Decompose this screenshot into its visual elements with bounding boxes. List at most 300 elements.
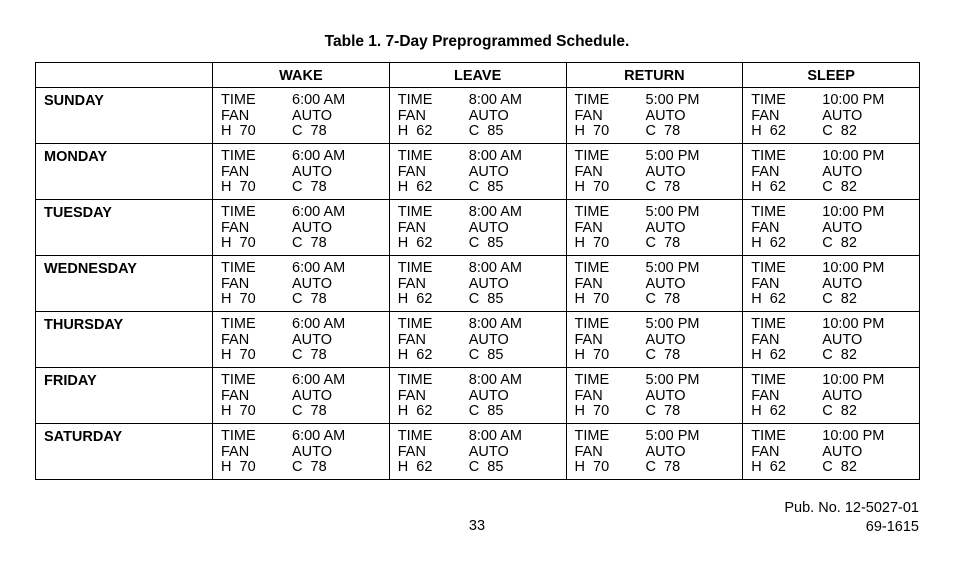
fan-value: AUTO <box>292 275 333 292</box>
cell-leave <box>389 256 566 312</box>
fan-label: FAN <box>751 443 780 460</box>
cell-return <box>566 424 743 480</box>
heat-setpoint: H 62 <box>397 347 433 363</box>
heat-setpoint: H 62 <box>397 235 433 251</box>
fan-value: AUTO <box>645 163 686 180</box>
time-label: TIME <box>221 316 256 332</box>
cool-setpoint: C 78 <box>645 291 681 307</box>
entry-line <box>751 236 919 252</box>
entry-line <box>221 124 389 140</box>
cool-setpoint: C 85 <box>468 347 504 363</box>
entry-line <box>221 348 389 364</box>
time-value: 6:00 AM <box>292 316 346 332</box>
entry-line <box>751 109 919 125</box>
time-value: 8:00 AM <box>468 204 522 220</box>
fan-value: AUTO <box>292 107 333 124</box>
heat-setpoint: H 62 <box>751 459 786 475</box>
cool-setpoint: C 85 <box>468 291 504 307</box>
entry-line <box>751 460 919 476</box>
cool-setpoint: C 82 <box>822 347 857 363</box>
fan-label: FAN <box>751 107 780 124</box>
time-value: 10:00 PM <box>822 316 885 332</box>
time-value: 10:00 PM <box>822 260 885 276</box>
entry-line <box>575 93 743 109</box>
cool-setpoint: C 78 <box>292 179 327 195</box>
cool-setpoint: C 85 <box>468 123 504 139</box>
time-label: TIME <box>397 204 433 220</box>
cool-setpoint: C 82 <box>822 179 857 195</box>
cool-setpoint: C 82 <box>822 403 857 419</box>
cell-return <box>566 200 743 256</box>
cell-sleep <box>743 144 920 200</box>
time-label: TIME <box>751 316 786 332</box>
schedule-entry <box>390 256 566 308</box>
heat-setpoint: H 62 <box>751 123 786 139</box>
cell-wake <box>213 144 390 200</box>
table-row <box>36 200 920 256</box>
cool-setpoint: C 85 <box>468 459 504 475</box>
entry-line <box>575 124 743 140</box>
entry-line <box>398 389 566 405</box>
entry-line <box>575 205 743 221</box>
fan-value: AUTO <box>468 107 509 124</box>
time-value: 10:00 PM <box>822 428 885 444</box>
schedule-entry <box>567 256 743 308</box>
cell-sleep <box>743 312 920 368</box>
cool-setpoint: C 85 <box>468 179 504 195</box>
heat-setpoint: H 62 <box>751 291 786 307</box>
heat-setpoint: H 62 <box>397 403 433 419</box>
time-label: TIME <box>574 148 610 164</box>
cool-setpoint: C 85 <box>468 403 504 419</box>
time-label: TIME <box>574 260 610 276</box>
heat-setpoint: H 70 <box>574 291 610 307</box>
entry-line <box>398 333 566 349</box>
entry-line <box>751 348 919 364</box>
cool-setpoint: C 82 <box>822 459 857 475</box>
fan-label: FAN <box>397 107 426 124</box>
time-value: 6:00 AM <box>292 260 346 276</box>
time-value: 10:00 PM <box>822 148 885 164</box>
fan-value: AUTO <box>645 331 686 348</box>
time-value: 10:00 PM <box>822 372 885 388</box>
cool-setpoint: C 78 <box>645 459 681 475</box>
entry-line <box>221 180 389 196</box>
entry-line <box>575 373 743 389</box>
table-row <box>36 144 920 200</box>
fan-value: AUTO <box>468 443 509 460</box>
entry-line <box>221 205 389 221</box>
time-value: 5:00 PM <box>645 372 700 388</box>
fan-value: AUTO <box>292 387 333 404</box>
cell-wake <box>213 424 390 480</box>
entry-line <box>398 236 566 252</box>
heat-setpoint: H 70 <box>221 123 256 139</box>
fan-label: FAN <box>397 331 426 348</box>
entry-line <box>221 333 389 349</box>
fan-value: AUTO <box>645 275 686 292</box>
cool-setpoint: C 78 <box>645 347 681 363</box>
schedule-entry <box>567 200 743 252</box>
time-label: TIME <box>574 372 610 388</box>
schedule-entry <box>213 200 389 252</box>
fan-label: FAN <box>221 275 250 292</box>
schedule-entry <box>743 368 919 420</box>
schedule-entry <box>390 200 566 252</box>
entry-line <box>398 221 566 237</box>
fan-label: FAN <box>397 275 426 292</box>
heat-setpoint: H 62 <box>751 235 786 251</box>
schedule-entry <box>567 144 743 196</box>
time-label: TIME <box>751 260 786 276</box>
schedule-entry <box>743 144 919 196</box>
entry-line <box>398 317 566 333</box>
entry-line <box>751 292 919 308</box>
cool-setpoint: C 85 <box>468 235 504 251</box>
time-value: 6:00 AM <box>292 372 346 388</box>
time-label: TIME <box>751 92 786 108</box>
fan-label: FAN <box>751 219 780 236</box>
time-value: 8:00 AM <box>468 148 522 164</box>
entry-line <box>398 429 566 445</box>
heat-setpoint: H 70 <box>574 123 610 139</box>
entry-line <box>575 180 743 196</box>
schedule-entry <box>390 424 566 476</box>
fan-value: AUTO <box>822 163 863 180</box>
schedule-table <box>35 62 920 480</box>
entry-line <box>398 373 566 389</box>
schedule-entry <box>567 424 743 476</box>
fan-value: AUTO <box>822 443 863 460</box>
fan-label: FAN <box>574 163 603 180</box>
entry-line <box>398 277 566 293</box>
table-row <box>36 312 920 368</box>
day-label: THURSDAY <box>36 312 213 368</box>
fan-value: AUTO <box>468 163 509 180</box>
fan-label: FAN <box>221 331 250 348</box>
entry-line <box>751 165 919 181</box>
cell-return <box>566 256 743 312</box>
cool-setpoint: C 78 <box>292 347 327 363</box>
table-title: Table 1. 7-Day Preprogrammed Schedule. <box>324 33 630 50</box>
entry-line <box>575 109 743 125</box>
time-value: 5:00 PM <box>645 428 700 444</box>
heat-setpoint: H 62 <box>751 179 786 195</box>
entry-line <box>575 429 743 445</box>
time-label: TIME <box>221 428 256 444</box>
time-label: TIME <box>397 92 433 108</box>
fan-label: FAN <box>751 331 780 348</box>
heat-setpoint: H 62 <box>397 123 433 139</box>
fan-label: FAN <box>221 163 250 180</box>
entry-line <box>221 221 389 237</box>
entry-line <box>575 404 743 420</box>
schedule-entry <box>213 256 389 308</box>
table-row <box>36 88 920 144</box>
cool-setpoint: C 82 <box>822 235 857 251</box>
time-label: TIME <box>221 204 256 220</box>
header-empty <box>36 63 213 88</box>
heat-setpoint: H 62 <box>751 403 786 419</box>
heat-setpoint: H 70 <box>221 179 256 195</box>
heat-setpoint: H 70 <box>221 347 256 363</box>
entry-line <box>575 389 743 405</box>
time-value: 10:00 PM <box>822 92 885 108</box>
schedule-entry <box>390 368 566 420</box>
entry-line <box>575 149 743 165</box>
cool-setpoint: C 78 <box>645 123 681 139</box>
table-row <box>36 256 920 312</box>
page-number: 33 <box>468 518 486 534</box>
header-wake: WAKE <box>213 63 390 88</box>
entry-line <box>398 124 566 140</box>
cool-setpoint: C 78 <box>645 403 681 419</box>
heat-setpoint: H 62 <box>397 179 433 195</box>
entry-line <box>221 292 389 308</box>
heat-setpoint: H 70 <box>221 403 256 419</box>
fan-label: FAN <box>574 275 603 292</box>
table-row <box>36 424 920 480</box>
entry-line <box>575 277 743 293</box>
day-label: SUNDAY <box>36 88 213 144</box>
entry-line <box>751 221 919 237</box>
time-value: 8:00 AM <box>468 260 522 276</box>
cell-sleep <box>743 88 920 144</box>
schedule-entry <box>743 256 919 308</box>
schedule-entry <box>390 144 566 196</box>
time-label: TIME <box>221 92 256 108</box>
entry-line <box>575 445 743 461</box>
entry-line <box>398 109 566 125</box>
time-label: TIME <box>221 148 256 164</box>
time-value: 8:00 AM <box>468 92 522 108</box>
entry-line <box>751 404 919 420</box>
entry-line <box>751 317 919 333</box>
entry-line <box>575 460 743 476</box>
entry-line <box>221 429 389 445</box>
cool-setpoint: C 78 <box>292 403 327 419</box>
time-label: TIME <box>751 428 786 444</box>
header-return: RETURN <box>566 63 743 88</box>
fan-label: FAN <box>574 331 603 348</box>
fan-label: FAN <box>221 107 250 124</box>
cell-return <box>566 88 743 144</box>
fan-label: FAN <box>397 219 426 236</box>
fan-value: AUTO <box>822 107 863 124</box>
entry-line <box>575 261 743 277</box>
entry-line <box>751 333 919 349</box>
fan-label: FAN <box>574 387 603 404</box>
entry-line <box>398 261 566 277</box>
entry-line <box>751 389 919 405</box>
fan-value: AUTO <box>822 387 863 404</box>
entry-line <box>221 389 389 405</box>
entry-line <box>398 165 566 181</box>
fan-label: FAN <box>751 387 780 404</box>
time-value: 5:00 PM <box>645 260 700 276</box>
entry-line <box>751 93 919 109</box>
time-value: 6:00 AM <box>292 428 346 444</box>
schedule-entry <box>567 312 743 364</box>
fan-label: FAN <box>397 163 426 180</box>
day-label: TUESDAY <box>36 200 213 256</box>
time-value: 5:00 PM <box>645 204 700 220</box>
entry-line <box>575 236 743 252</box>
heat-setpoint: H 70 <box>574 459 610 475</box>
entry-line <box>221 236 389 252</box>
entry-line <box>398 404 566 420</box>
heat-setpoint: H 70 <box>221 235 256 251</box>
entry-line <box>575 165 743 181</box>
cell-wake <box>213 368 390 424</box>
heat-setpoint: H 70 <box>221 459 256 475</box>
time-value: 6:00 AM <box>292 204 346 220</box>
fan-label: FAN <box>574 107 603 124</box>
entry-line <box>221 165 389 181</box>
fan-label: FAN <box>574 219 603 236</box>
heat-setpoint: H 62 <box>397 291 433 307</box>
schedule-entry <box>743 312 919 364</box>
heat-setpoint: H 62 <box>397 459 433 475</box>
entry-line <box>398 180 566 196</box>
time-value: 8:00 AM <box>468 316 522 332</box>
entry-line <box>398 460 566 476</box>
fan-label: FAN <box>397 443 426 460</box>
cell-sleep <box>743 424 920 480</box>
cool-setpoint: C 78 <box>645 235 681 251</box>
schedule-entry <box>567 368 743 420</box>
entry-line <box>221 373 389 389</box>
entry-line <box>575 348 743 364</box>
heat-setpoint: H 70 <box>221 291 256 307</box>
time-label: TIME <box>574 428 610 444</box>
entry-line <box>575 317 743 333</box>
cool-setpoint: C 82 <box>822 291 857 307</box>
time-value: 6:00 AM <box>292 148 346 164</box>
day-label: WEDNESDAY <box>36 256 213 312</box>
entry-line <box>398 445 566 461</box>
schedule-entry <box>743 200 919 252</box>
cool-setpoint: C 78 <box>292 459 327 475</box>
cell-return <box>566 312 743 368</box>
fan-label: FAN <box>221 219 250 236</box>
time-value: 5:00 PM <box>645 92 700 108</box>
heat-setpoint: H 70 <box>574 179 610 195</box>
time-value: 10:00 PM <box>822 204 885 220</box>
fan-value: AUTO <box>292 331 333 348</box>
fan-value: AUTO <box>645 443 686 460</box>
time-value: 8:00 AM <box>468 372 522 388</box>
fan-value: AUTO <box>292 443 333 460</box>
entry-line <box>398 292 566 308</box>
entry-line <box>751 149 919 165</box>
cool-setpoint: C 78 <box>292 123 327 139</box>
entry-line <box>751 277 919 293</box>
fan-value: AUTO <box>645 387 686 404</box>
time-label: TIME <box>574 316 610 332</box>
table-row <box>36 368 920 424</box>
cell-sleep <box>743 256 920 312</box>
schedule-entry <box>743 88 919 140</box>
schedule-entry <box>213 144 389 196</box>
cell-sleep <box>743 368 920 424</box>
schedule-entry <box>390 312 566 364</box>
entry-line <box>751 261 919 277</box>
pub-number: Pub. No. 12-5027-01 <box>784 500 919 516</box>
schedule-entry <box>743 424 919 476</box>
time-label: TIME <box>397 316 433 332</box>
day-label: SATURDAY <box>36 424 213 480</box>
cell-leave <box>389 144 566 200</box>
time-value: 5:00 PM <box>645 316 700 332</box>
heat-setpoint: H 70 <box>574 347 610 363</box>
cell-leave <box>389 424 566 480</box>
entry-line <box>221 445 389 461</box>
entry-line <box>751 429 919 445</box>
fan-label: FAN <box>574 443 603 460</box>
schedule-entry <box>213 312 389 364</box>
entry-line <box>398 93 566 109</box>
entry-line <box>751 124 919 140</box>
schedule-body <box>36 88 920 480</box>
cell-leave <box>389 368 566 424</box>
cell-leave <box>389 312 566 368</box>
entry-line <box>221 149 389 165</box>
time-label: TIME <box>397 428 433 444</box>
cell-leave <box>389 88 566 144</box>
fan-label: FAN <box>751 163 780 180</box>
entry-line <box>398 348 566 364</box>
entry-line <box>221 404 389 420</box>
cell-wake <box>213 200 390 256</box>
time-label: TIME <box>574 204 610 220</box>
entry-line <box>398 205 566 221</box>
fan-label: FAN <box>397 387 426 404</box>
schedule-entry <box>213 424 389 476</box>
schedule-entry <box>390 88 566 140</box>
heat-setpoint: H 70 <box>574 403 610 419</box>
fan-value: AUTO <box>822 219 863 236</box>
heat-setpoint: H 70 <box>574 235 610 251</box>
entry-line <box>221 460 389 476</box>
entry-line <box>575 333 743 349</box>
cool-setpoint: C 78 <box>292 291 327 307</box>
cell-return <box>566 368 743 424</box>
cell-wake <box>213 88 390 144</box>
doc-id: 69-1615 <box>865 519 919 535</box>
fan-value: AUTO <box>468 275 509 292</box>
cell-sleep <box>743 200 920 256</box>
entry-line <box>751 445 919 461</box>
time-value: 8:00 AM <box>468 428 522 444</box>
time-value: 6:00 AM <box>292 92 346 108</box>
time-label: TIME <box>397 260 433 276</box>
header-leave: LEAVE <box>389 63 566 88</box>
fan-value: AUTO <box>292 219 333 236</box>
time-label: TIME <box>221 260 256 276</box>
entry-line <box>575 292 743 308</box>
entry-line <box>751 180 919 196</box>
fan-value: AUTO <box>822 331 863 348</box>
time-value: 5:00 PM <box>645 148 700 164</box>
fan-value: AUTO <box>645 107 686 124</box>
fan-value: AUTO <box>645 219 686 236</box>
day-label: FRIDAY <box>36 368 213 424</box>
header-sleep: SLEEP <box>743 63 920 88</box>
entry-line <box>751 373 919 389</box>
fan-label: FAN <box>221 443 250 460</box>
entry-line <box>221 93 389 109</box>
